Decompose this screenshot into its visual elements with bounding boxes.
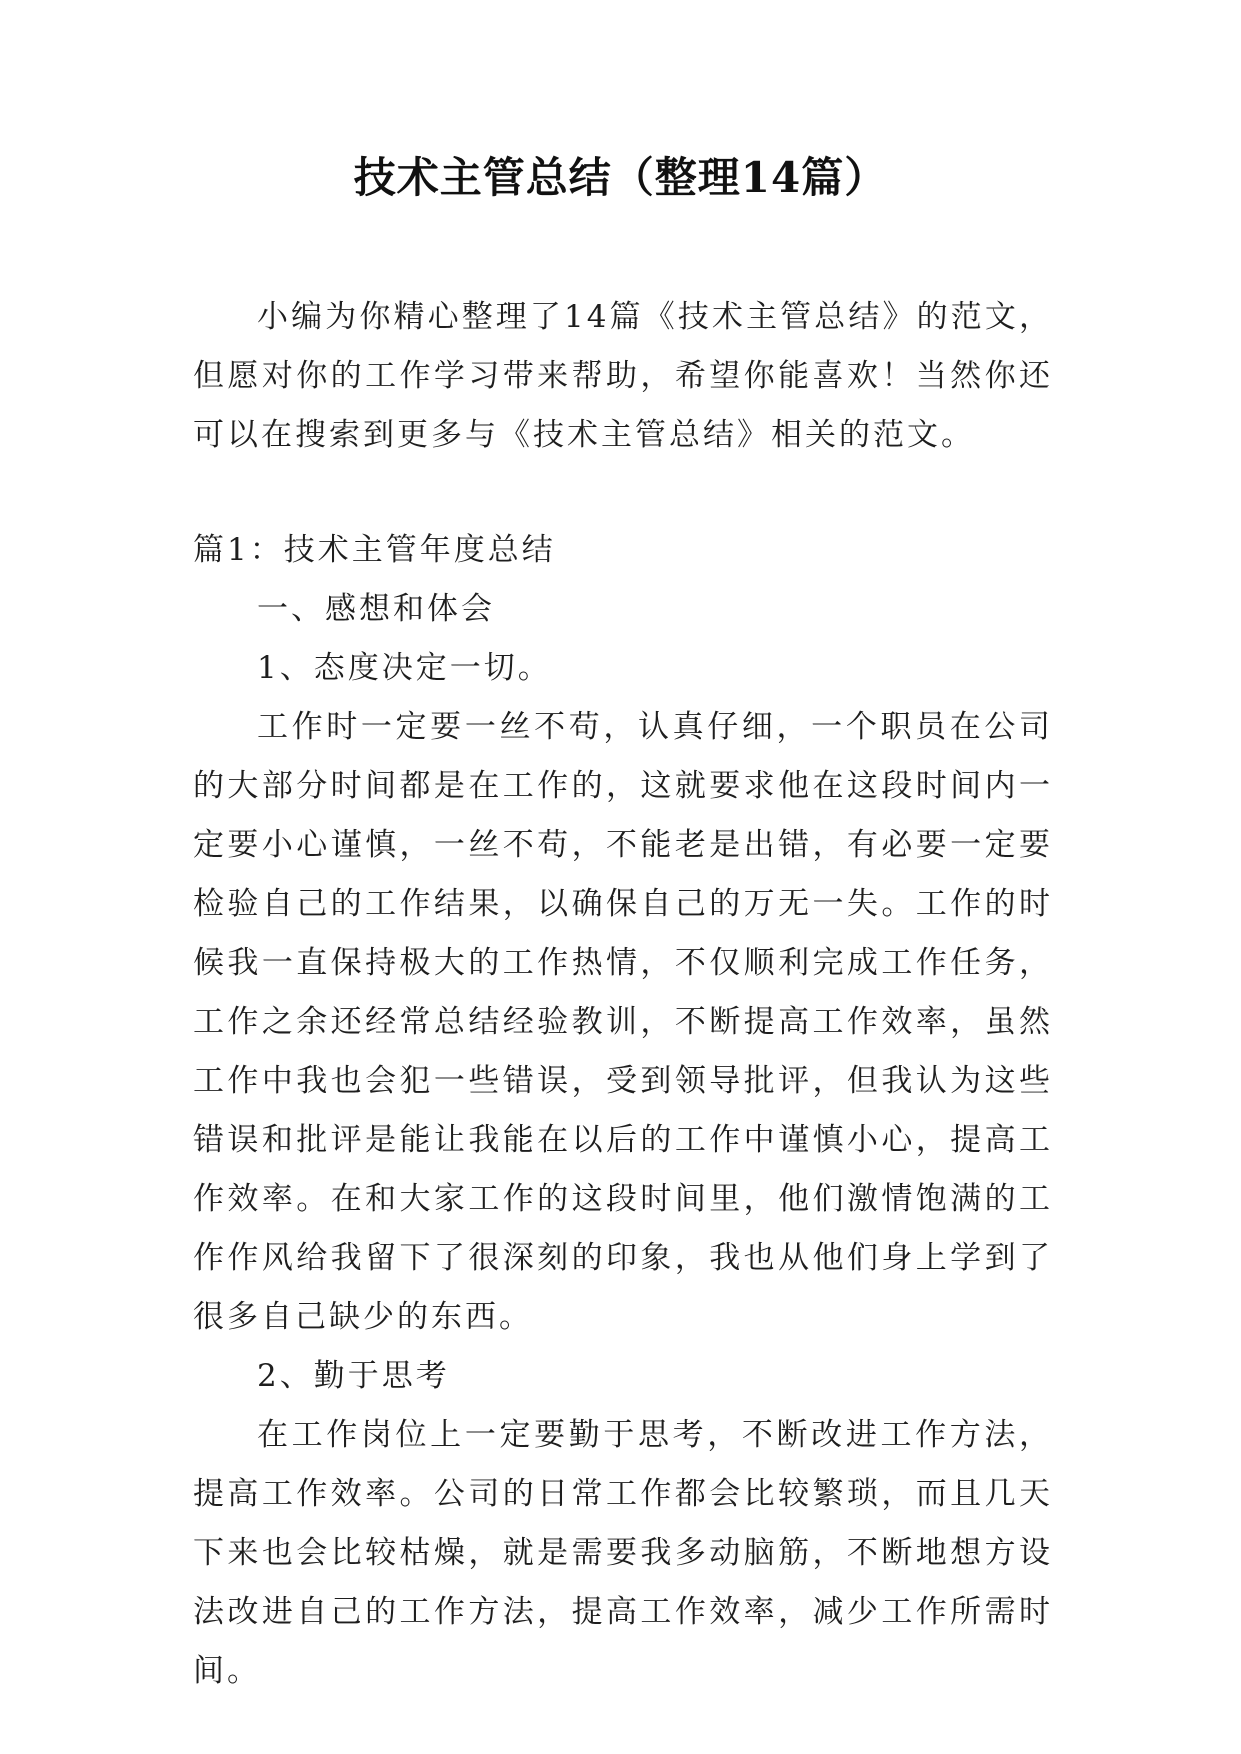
subheading-1: 1、态度决定一切。 (257, 650, 552, 686)
intro-block (193, 288, 1053, 465)
heading-1: 一、感想和体会 (257, 591, 495, 627)
section-title: 篇1：技术主管年度总结 (193, 532, 556, 568)
paragraph-2: 在工作岗位上一定要勤于思考，不断改进工作方法，提高工作效率。公司的日常工作都会比较繁琐，而且几天下来也会比较枯燥，就是需要我多动脑筋，不断地想方设法改进自己的工作方法，提高工作效率，减少工作所需时间。 (193, 1417, 1053, 1689)
subheading-2: 2、勤于思考 (257, 1358, 450, 1394)
paragraph-1: 工作时一定要一丝不苟，认真仔细，一个职员在公司的大部分时间都是在工作的，这就要求他在这段时间内一定要小心谨慎，一丝不苟，不能老是出错，有必要一定要检验自己的工作结果，以确保自己的万无一失。工作的时候我一直保持极大的工作热情，不仅顺利完成工作任务，工作之余还经常总结经验教训，不断提高工作效率，虽然工作中我也会犯一些错误，受到领导批评，但我认为这些错误和批评是能让我能在以后的工作中谨慎小心，提高工作效率。在和大家工作的这段时间里，他们激情饱满的工作作风给我留下了很深刻的印象，我也从他们身上学到了很多自己缺少的东西。 (193, 709, 1053, 1335)
intro-paragraph: 小编为你精心整理了14篇《技术主管总结》的范文，但愿对你的工作学习带来帮助，希望你能喜欢！当然你还可以在搜索到更多与《技术主管总结》相关的范文。 (193, 299, 1053, 453)
section-block (193, 521, 1053, 1701)
document-title: 技术主管总结（整理14篇） (353, 153, 888, 202)
